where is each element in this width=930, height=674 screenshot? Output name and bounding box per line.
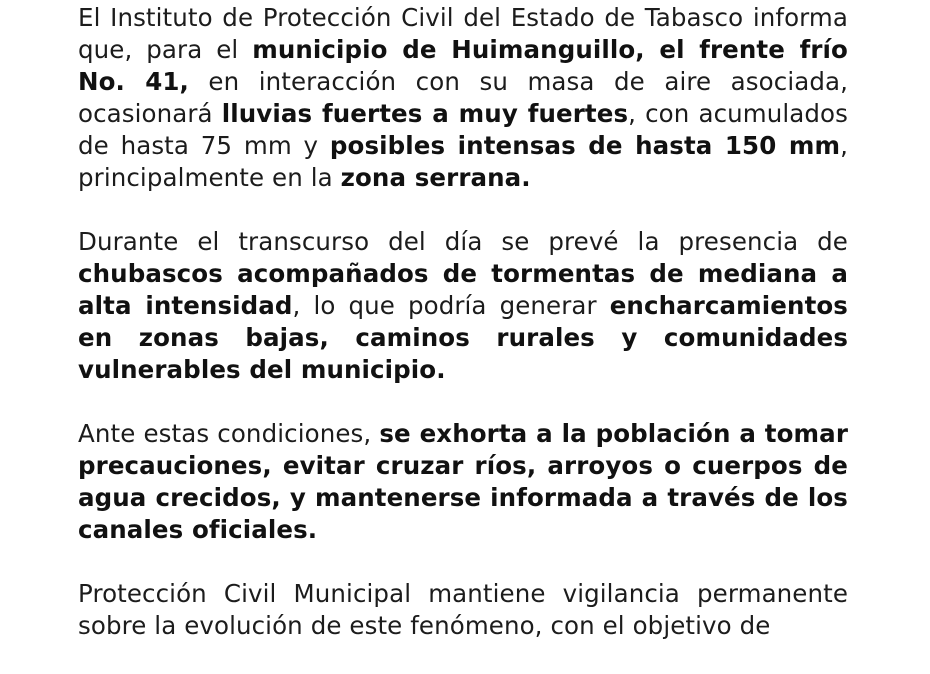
text-segment: Durante el transcurso del día se prevé la presencia de [78,227,848,256]
text-segment-bold: lluvias fuertes a muy fuertes [221,99,629,128]
bulletin-body [78,2,848,674]
paragraph-precautions [78,418,848,546]
text-segment: Ante estas condiciones, [78,419,380,448]
text-segment-bold: se exhorta a la población a tomar precauciones, evitar cruzar ríos, arroyos o cuerpos de agua crecidos, y mantenerse informada a través de los canales oficiales. [78,419,848,544]
text-segment-bold: encharcamientos en zonas bajas, caminos rurales y comunidades vulnerables del municipio. [78,291,848,384]
text-segment-bold: posibles intensas de hasta 150 mm [329,131,841,160]
text-segment-bold: chubascos acompañados de tormentas de mediana a alta intensidad [78,259,848,320]
text-segment: El Instituto de Protección Civil del Estado de Tabasco informa que, para el [78,3,848,64]
paragraph-storms [78,226,848,386]
text-segment: en interacción con su masa de aire asociada, ocasionará [78,67,848,128]
paragraph-forecast [78,2,848,194]
text-segment-bold: zona serrana. [340,163,531,192]
paragraph-monitoring [78,578,848,642]
text-segment-bold: municipio de Huimanguillo, el frente frío No. 41, [78,35,848,96]
text-segment: , principalmente en la [78,131,848,192]
text-segment: , con acumulados de hasta 75 mm y [78,99,848,160]
text-segment: , lo que podría generar [292,291,610,320]
text-segment: Protección Civil Municipal mantiene vigilancia permanente sobre la evolución de este fenómeno, con el objetivo de [78,579,848,640]
